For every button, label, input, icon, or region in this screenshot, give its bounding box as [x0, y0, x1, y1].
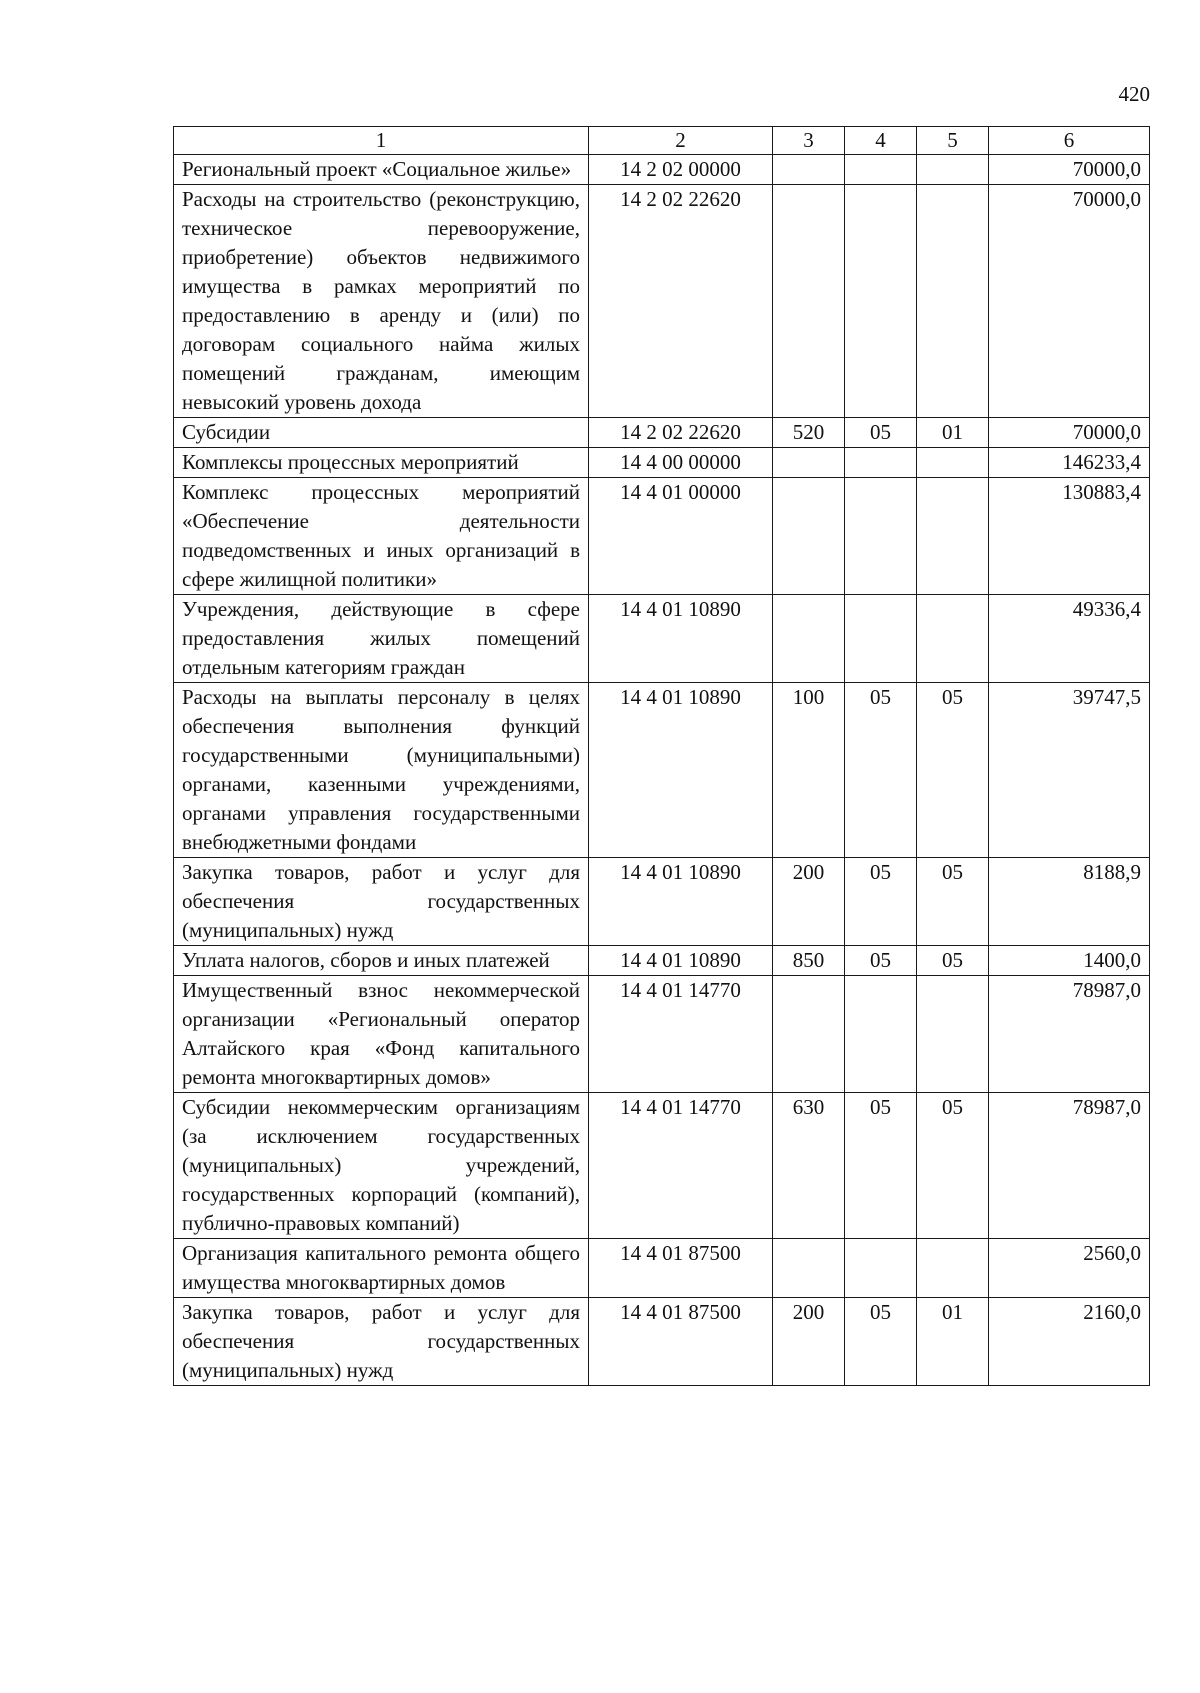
table-row [174, 478, 1150, 595]
row-expense-type-cell [773, 595, 845, 683]
column-header-6: 6 [989, 127, 1150, 155]
row-section-cell [845, 478, 917, 595]
table-row [174, 185, 1150, 418]
row-subsection-cell: 01 [917, 418, 989, 448]
row-subsection-cell [917, 976, 989, 1093]
row-code-cell: 14 4 01 10890 [589, 595, 773, 683]
row-subsection-cell [917, 478, 989, 595]
row-code-cell: 14 4 01 10890 [589, 858, 773, 946]
page-number: 420 [1118, 82, 1150, 106]
row-subsection-cell [917, 1239, 989, 1298]
row-code-cell: 14 4 00 00000 [589, 448, 773, 478]
row-name-cell: Расходы на строительство (реконструкцию, техническое перевооружение, приобретение) объектов недвижимого имущества в рамках мероприятий по предоставлению в аренду и (или) по договорам социального найма жилых помещений гражданам, имеющим невысокий уровень дохода [174, 185, 589, 418]
column-header-3: 3 [773, 127, 845, 155]
row-section-cell [845, 185, 917, 418]
row-name-cell: Имущественный взнос некоммерческой организации «Региональный оператор Алтайского края «Фонд капитального ремонта многоквартирных домов» [174, 976, 589, 1093]
column-header-5: 5 [917, 127, 989, 155]
row-name-cell: Учреждения, действующие в сфере предоставления жилых помещений отдельным категориям граждан [174, 595, 589, 683]
table-body [174, 155, 1150, 1386]
row-amount-cell: 39747,5 [989, 683, 1150, 858]
table-row [174, 1093, 1150, 1239]
row-name-cell: Комплекс процессных мероприятий «Обеспечение деятельности подведомственных и иных организаций в сфере жилищной политики» [174, 478, 589, 595]
row-section-cell: 05 [845, 946, 917, 976]
row-section-cell: 05 [845, 418, 917, 448]
row-name-cell: Организация капитального ремонта общего имущества многоквартирных домов [174, 1239, 589, 1298]
row-code-cell: 14 2 02 22620 [589, 418, 773, 448]
row-amount-cell: 70000,0 [989, 185, 1150, 418]
row-code-cell: 14 4 01 00000 [589, 478, 773, 595]
row-expense-type-cell [773, 185, 845, 418]
row-section-cell: 05 [845, 1093, 917, 1239]
row-expense-type-cell: 200 [773, 858, 845, 946]
row-code-cell: 14 4 01 87500 [589, 1239, 773, 1298]
table-row [174, 858, 1150, 946]
row-expense-type-cell [773, 1239, 845, 1298]
row-name-cell: Комплексы процессных мероприятий [174, 448, 589, 478]
row-subsection-cell: 05 [917, 683, 989, 858]
row-code-cell: 14 4 01 10890 [589, 683, 773, 858]
row-name-cell: Закупка товаров, работ и услуг для обеспечения государственных (муниципальных) нужд [174, 1298, 589, 1386]
row-amount-cell: 130883,4 [989, 478, 1150, 595]
row-amount-cell: 146233,4 [989, 448, 1150, 478]
row-code-cell: 14 4 01 14770 [589, 1093, 773, 1239]
row-section-cell [845, 155, 917, 185]
row-section-cell [845, 595, 917, 683]
table-row [174, 976, 1150, 1093]
row-section-cell: 05 [845, 683, 917, 858]
row-amount-cell: 1400,0 [989, 946, 1150, 976]
column-header-2: 2 [589, 127, 773, 155]
column-header-4: 4 [845, 127, 917, 155]
table-row [174, 683, 1150, 858]
row-amount-cell: 78987,0 [989, 976, 1150, 1093]
row-code-cell: 14 4 01 10890 [589, 946, 773, 976]
table-row [174, 418, 1150, 448]
row-amount-cell: 49336,4 [989, 595, 1150, 683]
row-code-cell: 14 2 02 22620 [589, 185, 773, 418]
row-subsection-cell [917, 185, 989, 418]
row-subsection-cell [917, 595, 989, 683]
budget-table [173, 126, 1150, 1386]
table-row [174, 595, 1150, 683]
row-name-cell: Региональный проект «Социальное жилье» [174, 155, 589, 185]
row-name-cell: Уплата налогов, сборов и иных платежей [174, 946, 589, 976]
column-header-1: 1 [174, 127, 589, 155]
row-expense-type-cell: 850 [773, 946, 845, 976]
table-row [174, 155, 1150, 185]
row-amount-cell: 70000,0 [989, 418, 1150, 448]
row-amount-cell: 2560,0 [989, 1239, 1150, 1298]
row-subsection-cell: 05 [917, 1093, 989, 1239]
row-expense-type-cell [773, 155, 845, 185]
table-row [174, 448, 1150, 478]
row-expense-type-cell [773, 976, 845, 1093]
row-subsection-cell: 01 [917, 1298, 989, 1386]
row-name-cell: Субсидии некоммерческим организациям (за исключением государственных (муниципальных) учреждений, государственных корпораций (компаний), публично-правовых компаний) [174, 1093, 589, 1239]
row-section-cell: 05 [845, 1298, 917, 1386]
table-row [174, 1239, 1150, 1298]
row-expense-type-cell: 200 [773, 1298, 845, 1386]
table-header-row [174, 127, 1150, 155]
table-row [174, 1298, 1150, 1386]
row-expense-type-cell: 100 [773, 683, 845, 858]
row-name-cell: Закупка товаров, работ и услуг для обеспечения государственных (муниципальных) нужд [174, 858, 589, 946]
row-expense-type-cell: 630 [773, 1093, 845, 1239]
row-code-cell: 14 2 02 00000 [589, 155, 773, 185]
row-amount-cell: 8188,9 [989, 858, 1150, 946]
row-section-cell [845, 976, 917, 1093]
row-subsection-cell [917, 155, 989, 185]
row-subsection-cell [917, 448, 989, 478]
row-code-cell: 14 4 01 87500 [589, 1298, 773, 1386]
row-name-cell: Субсидии [174, 418, 589, 448]
row-amount-cell: 2160,0 [989, 1298, 1150, 1386]
row-subsection-cell: 05 [917, 946, 989, 976]
row-code-cell: 14 4 01 14770 [589, 976, 773, 1093]
row-section-cell [845, 1239, 917, 1298]
row-amount-cell: 78987,0 [989, 1093, 1150, 1239]
table-row [174, 946, 1150, 976]
row-amount-cell: 70000,0 [989, 155, 1150, 185]
row-expense-type-cell [773, 448, 845, 478]
row-section-cell: 05 [845, 858, 917, 946]
row-name-cell: Расходы на выплаты персоналу в целях обеспечения выполнения функций государственными (муниципальными) органами, казенными учреждениями, органами управления государственными внебюджетными фондами [174, 683, 589, 858]
row-section-cell [845, 448, 917, 478]
row-expense-type-cell [773, 478, 845, 595]
row-subsection-cell: 05 [917, 858, 989, 946]
row-expense-type-cell: 520 [773, 418, 845, 448]
